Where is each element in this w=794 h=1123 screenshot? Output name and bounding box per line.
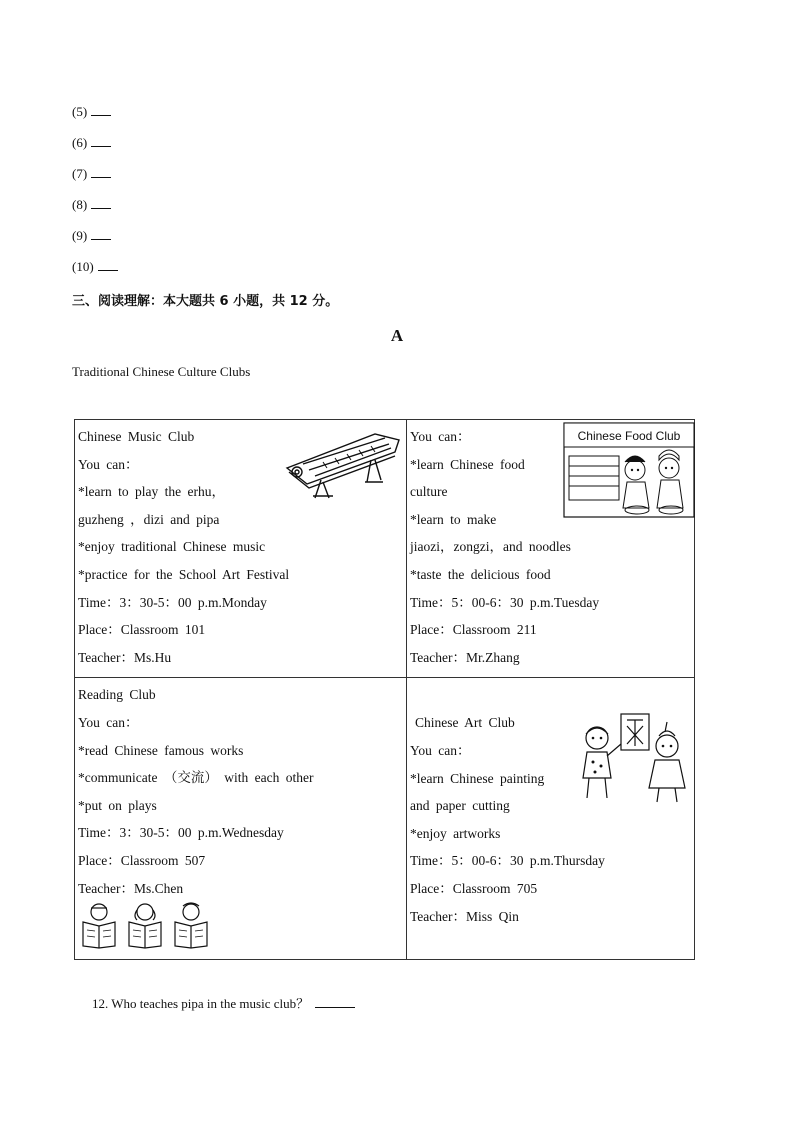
club-line: Place：Classroom 211 [410,622,537,638]
club-line: *read Chinese famous works [78,742,244,758]
food-club-sign: Chinese Food Club [577,429,681,443]
club-line: *practice for the School Art Festival [78,566,290,582]
music-club-cell [75,420,407,678]
club-line: Chinese Art Club [415,715,515,731]
club-line: Time：3：30-5：00 p.m.Monday [78,594,267,610]
food-club-cell [407,420,695,678]
club-line: You can： [410,742,471,758]
art-club-cell [407,678,695,960]
club-line: Place：Classroom 101 [78,622,206,638]
passage-letter: A [390,326,404,345]
club-line: Time：5：00-6：30 p.m.Thursday [410,853,605,869]
food-club-icon [563,422,695,518]
club-line: and paper cutting [410,798,510,814]
club-line: guzheng ，dizi and pipa [78,511,220,527]
club-line: *taste the delicious food [410,566,551,582]
club-line: *enjoy traditional Chinese music [78,539,266,555]
club-line: Time：5：00-6：30 p.m.Tuesday [410,594,600,610]
clubs-table [74,419,695,960]
blank-10: (10) [72,259,118,275]
passage-title: Traditional Chinese Culture Clubs [72,364,251,379]
blank-9: (9) [72,228,111,244]
club-line: *learn to make [410,511,497,527]
club-line: culture [410,484,448,500]
club-line: You can： [78,456,139,472]
club-line: *enjoy artworks [410,825,501,841]
club-line: *learn Chinese painting [410,770,545,786]
club-line: jiaozi，zongzi，and noodles [410,539,571,555]
section-heading: 三、阅读理解：本大题共 6 小题，共 12 分。 [72,294,339,309]
club-line: *learn Chinese food [410,456,525,472]
club-line: Teacher：Ms.Chen [78,880,184,896]
guzheng-icon [283,426,403,500]
readers-icon [79,900,213,950]
question-12: 12. Who teaches pipa in the music club？ [92,993,355,1012]
club-line: Place：Classroom 507 [78,852,206,868]
answer-blank[interactable] [315,995,355,1008]
blank-7: (7) [72,166,111,182]
blank-8: (8) [72,197,111,213]
art-children-icon [573,708,693,808]
club-line: Teacher：Mr.Zhang [410,649,520,665]
club-line: You can： [410,429,471,444]
club-line: *put on plays [78,797,157,813]
club-line: Teacher：Ms.Hu [78,649,172,665]
blank-5: (5) [72,104,111,120]
club-line: Place：Classroom 705 [410,880,538,896]
club-line: Time：3：30-5：00 p.m.Wednesday [78,825,284,841]
club-line: Reading Club [78,687,156,703]
reading-club-cell [75,678,407,960]
club-line: You can： [78,714,139,730]
club-line: Teacher：Miss Qin [410,908,519,924]
club-line: Chinese Music Club [78,429,195,444]
club-line: *learn to play the erhu， [78,484,225,500]
blank-6: (6) [72,135,111,151]
club-line: *communicate （交流） with each other [78,770,314,786]
